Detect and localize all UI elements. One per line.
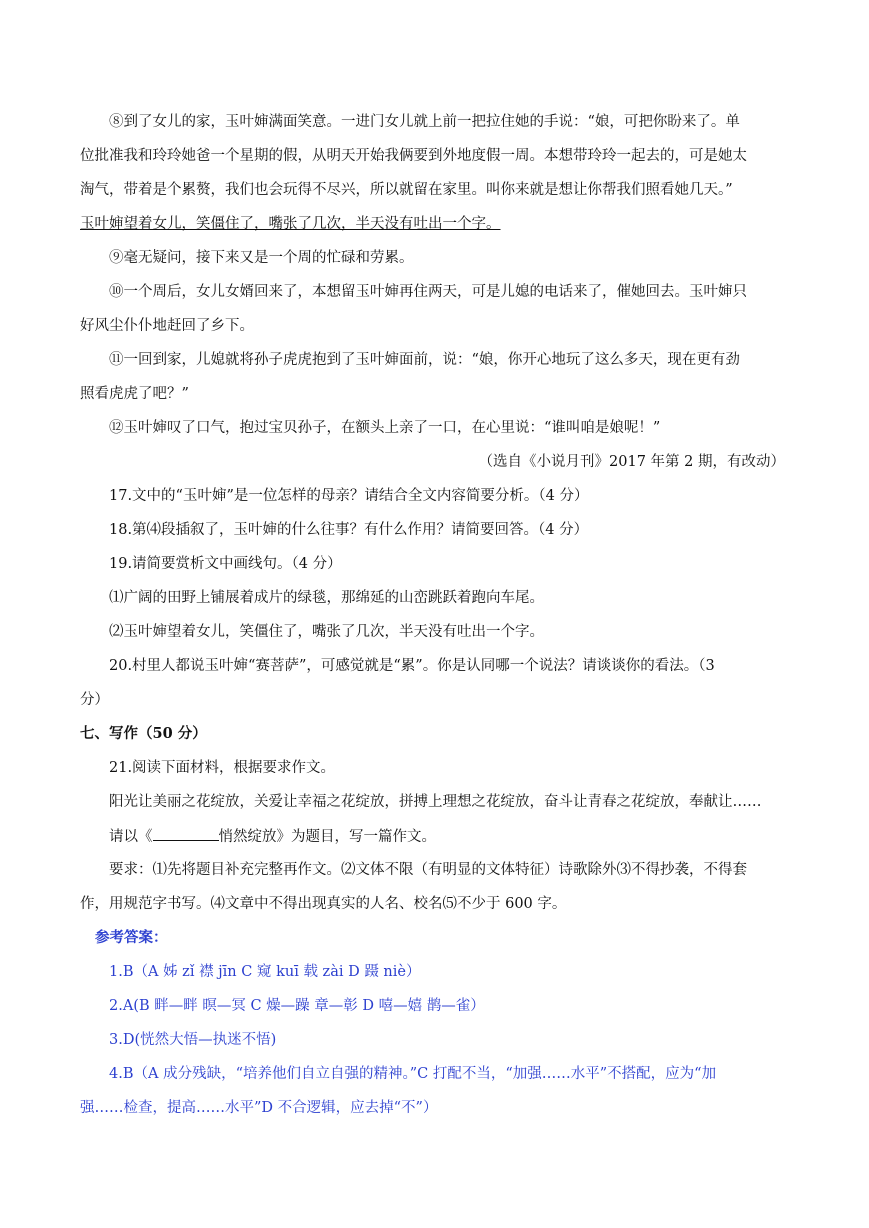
paragraph-8-line-1: ⑧到了女儿的家，玉叶婶满面笑意。一进门女儿就上前一把拉住她的手说：“娘，可把你盼来了。单	[109, 114, 740, 130]
question-20-line-1: 20.村里人都说玉叶婶“赛菩萨”，可感觉就是“累”。你是认同哪一个说法？请谈谈你的看法。（3	[109, 658, 715, 674]
writing-title-prompt	[109, 826, 785, 847]
answer-3: 3.D(恍然大悟—执迷不悟)	[109, 1032, 277, 1048]
question-20-line-2: 分）	[80, 692, 109, 708]
answer-4-line-2: 强……检查，提高……水平”D 不合逻辑，应去掉“不”）	[80, 1100, 438, 1116]
question-18: 18.第⑷段插叙了，玉叶婶的什么往事？有什么作用？请简要回答。（4 分）	[109, 522, 589, 538]
paragraph-9: ⑨毫无疑问，接下来又是一个周的忙碌和劳累。	[109, 250, 414, 266]
answer-1: 1.B（A 姊 zǐ 襟 jīn C 窥 kuī 载 zài D 蹑 niè）	[109, 964, 421, 980]
paragraph-11-line-2: 照看虎虎了吧？”	[80, 386, 189, 402]
paragraph-12: ⑫玉叶婶叹了口气，抱过宝贝孙子，在额头上亲了一口，在心里说：“谁叫咱是娘呢！”	[109, 420, 661, 436]
writing-requirements-line-2: 作，用规范字书写。⑷文章中不得出现真实的人名、校名⑸不少于 600 字。	[80, 896, 567, 912]
writing-requirements-line-1: 要求：⑴先将题目补充完整再作文。⑵文体不限（有明显的文体特征）诗歌除外⑶不得抄袭，不得套	[109, 862, 747, 878]
answer-4-line-1: 4.B（A 成分残缺，“培养他们自立自强的精神。”C 打配不当，“加强……水平”不搭配，应为“加	[109, 1066, 717, 1082]
paragraph-10-line-2: 好风尘仆仆地赶回了乡下。	[80, 318, 254, 334]
writing-material: 阳光让美丽之花绽放，关爱让幸福之花绽放，拼搏上理想之花绽放，奋斗让青春之花绽放，奉献让……	[109, 794, 762, 810]
paragraph-8-line-3: 淘气，带着是个累赘，我们也会玩得不尽兴，所以就留在家里。叫你来就是想让你帮我们照看她几天。”	[80, 182, 733, 198]
title-blank	[153, 826, 219, 841]
paragraph-8-line-2: 位批准我和玲玲她爸一个星期的假，从明天开始我俩要到外地度假一周。本想带玲玲一起去的，可是她太	[80, 148, 747, 164]
paragraph-11-line-1: ⑪一回到家，儿媳就将孙子虎虎抱到了玉叶婶面前，说：“娘，你开心地玩了这么多天，现在更有劲	[109, 352, 740, 368]
writing-section-heading: 七、写作（50 分）	[80, 725, 207, 742]
question-19-item-1: ⑴广阔的田野上铺展着成片的绿毯，那绵延的山峦跳跃着跑向车尾。	[109, 590, 544, 606]
paragraph-8-underlined-line: 玉叶婶望着女儿，笑僵住了，嘴张了几次，半天没有吐出一个字。	[80, 216, 501, 232]
question-17: 17.文中的“玉叶婶”是一位怎样的母亲？请结合全文内容简要分析。（4 分）	[109, 488, 589, 504]
title-suffix: 悄然绽放》为题目，写一篇作文。	[218, 829, 436, 845]
title-prefix: 请以《	[109, 829, 153, 845]
question-19: 19.请简要赏析文中画线句。（4 分）	[109, 556, 342, 572]
answers-heading: 参考答案：	[95, 929, 168, 946]
paragraph-10-line-1: ⑩一个周后，女儿女婿回来了，本想留玉叶婶再住两天，可是儿媳的电话来了，催她回去。玉叶婶只	[109, 284, 747, 300]
question-21: 21.阅读下面材料，根据要求作文。	[109, 760, 336, 776]
question-19-item-2: ⑵玉叶婶望着女儿，笑僵住了，嘴张了几次，半天没有吐出一个字。	[109, 624, 544, 640]
source-citation: （选自《小说月刊》2017 年第 2 期，有改动）	[478, 454, 785, 470]
answer-2: 2.A(B 畔—畔 暝—冥 C 燥—躁 章—彰 D 嘻—嬉 鹊—雀）	[109, 998, 485, 1014]
